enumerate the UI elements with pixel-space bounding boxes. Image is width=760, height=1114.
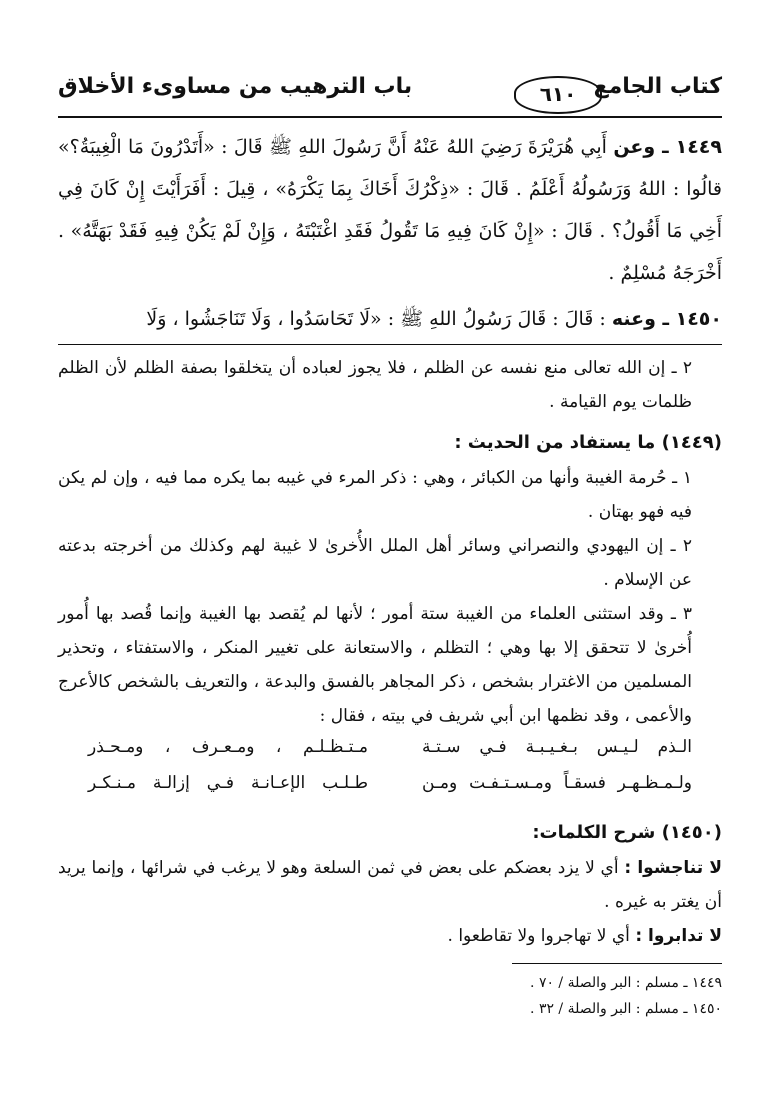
word-term: لا تدابروا : [635,926,722,946]
header-rule [58,116,722,118]
hadith-1450-text: : قَالَ : قَالَ رَسُولُ اللهِ ﷺ : «لَا تَحَاسَدُوا ، وَلَا تَنَاجَشُوا ، وَلَا [146,308,606,330]
chapter-title: باب الترهيب من مساوىء الأخلاق [58,74,413,99]
book-page [58,70,722,1022]
hadith-1450-number: ١٤٥٠ ـ وعنه [611,308,722,330]
benefit-item: ٢ ـ إن اليهودي والنصراني وسائر أهل الملل الأُخرىٰ لا غيبة لهم وكذلك من أخرجته بدعته عن الإسلام . [58,536,692,590]
footnote: ١٤٤٩ ـ مسلم : البر والصلة / ٧٠ . [530,975,722,991]
poem-line [58,737,722,771]
poem [58,737,722,809]
benefits-heading: (١٤٤٩) ما يستفاد من الحديث : [454,432,722,453]
page-number: ٦١٠ [514,76,602,114]
hadith-1449 [58,126,722,294]
footnote-rule [512,963,722,964]
word-meaning: أي لا تهاجروا ولا تقاطعوا . [447,926,630,946]
word-meaning: أي لا يزد بعضكم على بعض في ثمن السلعة وهو لا يرغب في شرائها ، وإنما يريد أن يغتر به غيره . [58,858,722,912]
continued-point: ٢ ـ إن الله تعالى منع نفسه عن الظلم ، فلا يجوز لعباده أن يتخلقوا بصفة الظلم لأن الظلم ظلمات يوم القيامة . [58,358,692,412]
benefit-item: ٣ ـ وقد استثنى العلماء من الغيبة ستة أمور ؛ لأنها لم يُقصد بها الغيبة وإنما قُصد بها أُمور أُخرىٰ لا تتحقق إلا بها وهي ؛ التظلم ، والاستعانة على تغيير المنكر ، والاستفتاء ، وتحذير المسلمين من الاغترار بشخص ، ذكر المجاهر بالفسق والبدعة ، والتعريف بالشخص كالأعرج والأعمى ، وقد نظمها ابن أبي شريف في بيته ، فقال : [58,604,692,726]
word-term: لا تناجشوا : [624,858,722,878]
poem-line [58,773,722,807]
footnote: ١٤٥٠ ـ مسلم : البر والصلة / ٣٢ . [530,1001,722,1017]
poem-hemistich: ولـمـظـهـر فسقـاً ومـسـتـفـت ومـن [422,773,692,793]
page-header [58,70,722,116]
hadith-1450 [58,298,722,340]
word-definition [58,919,722,953]
hadith-1449-text: أَبِي هُرَيْرَةَ رَضِيَ اللهُ عَنْهُ أَنَّ رَسُولَ اللهِ ﷺ قَالَ : «أَتَدْرُونَ مَا الْغِيبَةُ؟» قالُوا : اللهُ وَرَسُولُهُ أَعْلَمُ . قَالَ : «ذِكْرُكَ أَخَاكَ بِمَا يَكْرَهُ» ، قِيلَ : أَفَرَأَيْتَ إِنْ كَانَ فِي أَخِي مَا أَقُولُ؟ . قَالَ : «إِنْ كَانَ فِيهِ مَا تَقُولُ فَقَدِ اغْتَبْتَهُ ، وَإِنْ لَمْ يَكُنْ فِيهِ فَقَدْ بَهَتَّهُ» . أَخْرَجَهُ مُسْلِمٌ . [58,136,722,284]
text-commentary-divider [58,344,722,345]
word-definition [58,851,722,919]
words-heading: (١٤٥٠) شرح الكلمات: [532,822,722,843]
hadith-1449-number: ١٤٤٩ ـ وعن [613,136,722,158]
benefit-item: ١ ـ حُرمة الغيبة وأنها من الكبائر ، وهي : ذكر المرء في غيبه بما يكره مما فيه ، وإن لم يكن فيه فهو بهتان . [58,468,692,522]
poem-hemistich: مـتـظـلـم ، ومـعـرف ، ومـحـذر [88,737,368,757]
book-title: كتاب الجامع [593,74,722,99]
poem-hemistich: الـذم لـيـس بـغـيـبـة فـي سـتـة [422,737,692,757]
poem-hemistich: طـلـب الإعـانـة فـي إزالـة مـنـكـر [88,773,368,793]
